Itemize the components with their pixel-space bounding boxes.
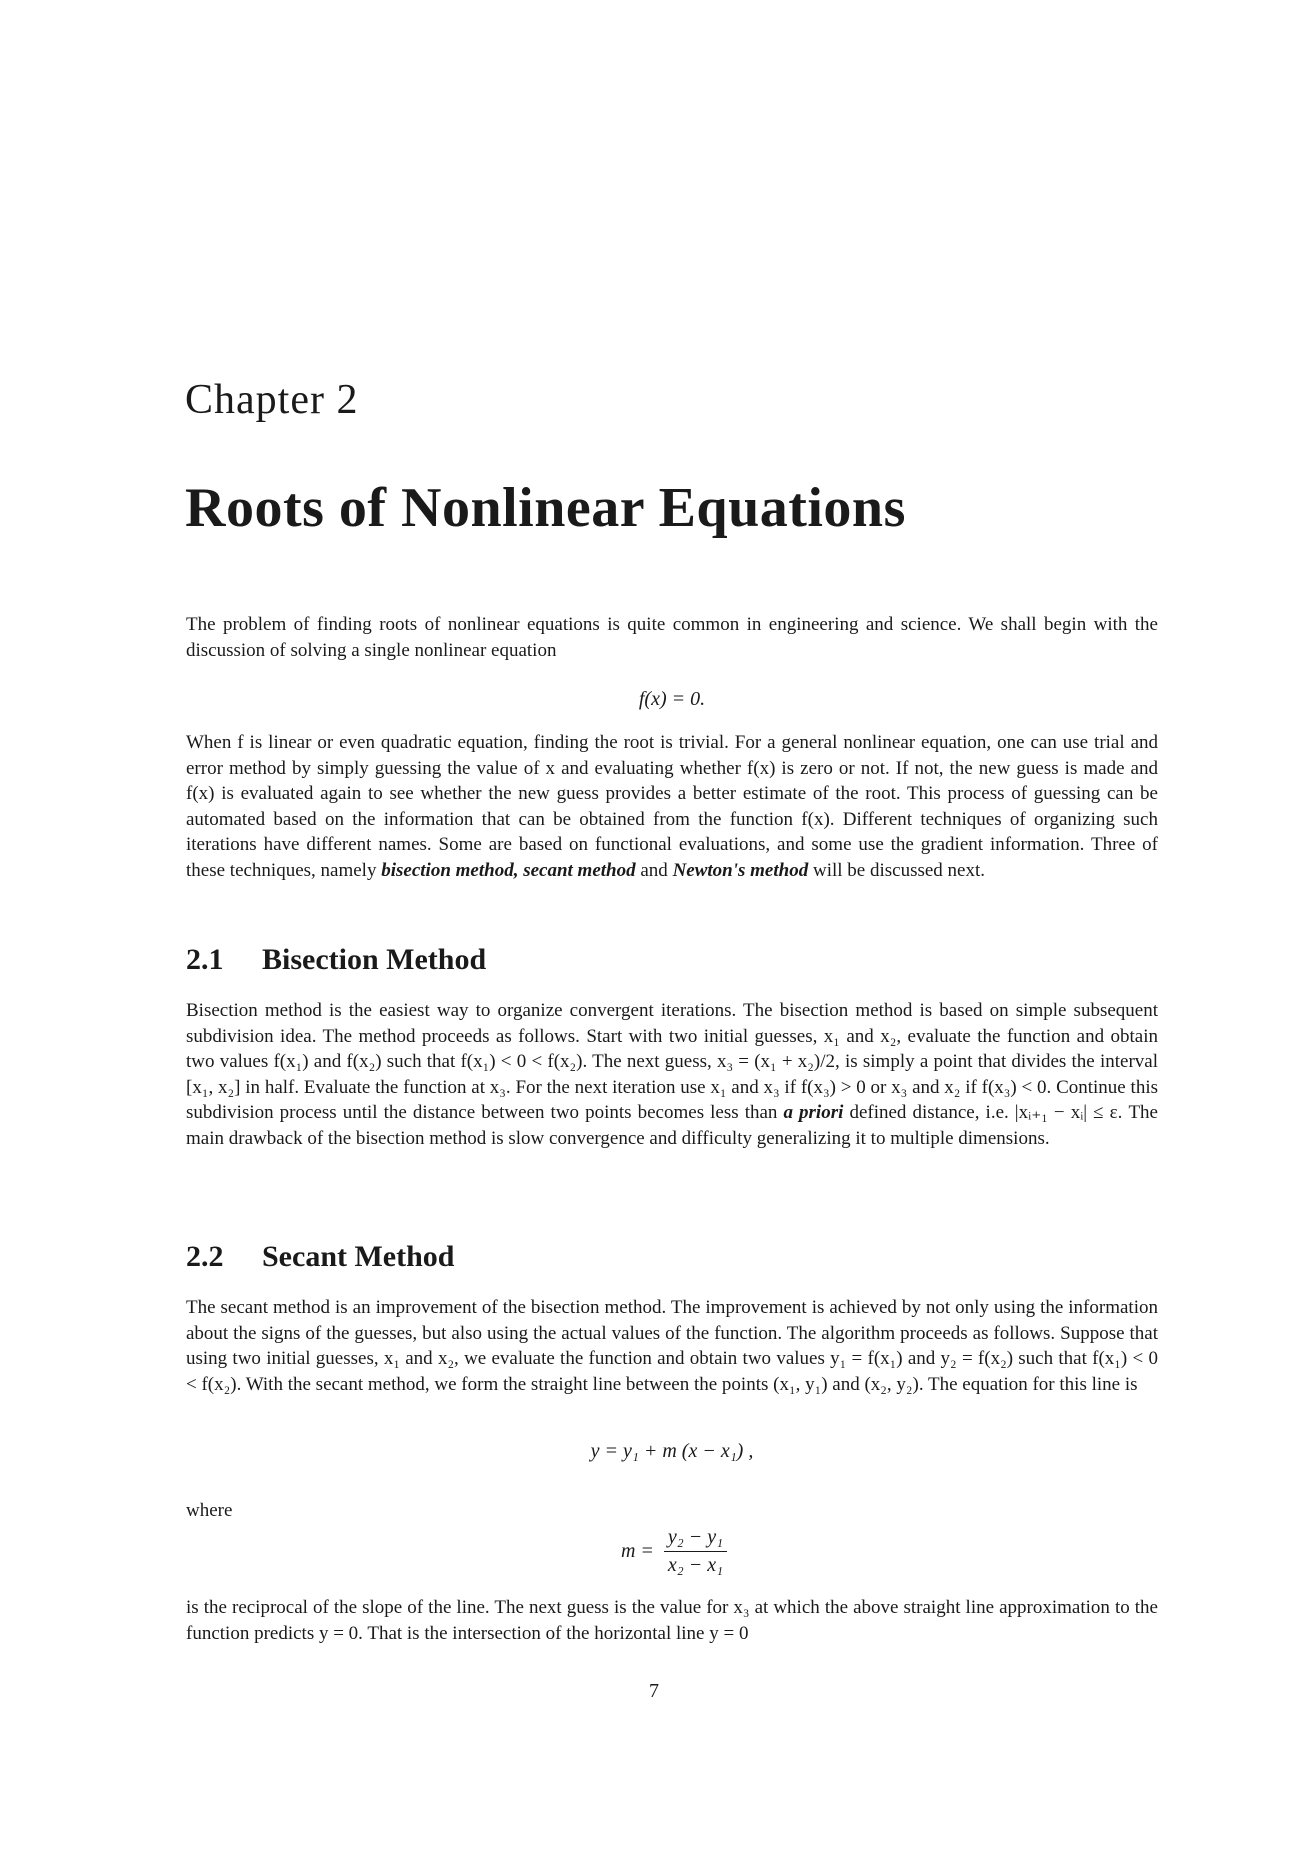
section-number: 2.1 (186, 943, 224, 976)
fraction-numerator: y₂ − y₁ (664, 1526, 727, 1552)
intro-paragraph-2 (186, 730, 1158, 884)
secant-paragraph-2: is the reciprocal of the slope of the line. The next guess is the value for x₃ at which the above straight line approximation to the function predicts y = 0. That is the intersection of the horizontal line y = 0 (186, 1597, 1158, 1644)
fraction (664, 1526, 727, 1577)
fraction-lhs: m = (620, 1540, 654, 1562)
bisection-paragraph-text: Bisection method is the easiest way to organize convergent iterations. The bisection method is based on simple subsequent subdivision idea. The method proceeds as follows. Start with two initial guesses, x₁ and x₂, evaluate the function and obtain two values f(x₁) and f(x₂) such that f(x₁) < 0 < f(x₂). The next guess, x₃ = (x₁ + x₂)/2, is simply a point that divides the interval [x₁, x₂] in half. Evaluate the function at x₃. For the next iteration use x₁ and x₃ if f(x₃) > 0 or x₃ and x₂ if f(x₃) < 0. Continue this subdivision process until the distance between two points becomes less than (186, 1000, 1158, 1124)
bisection-paragraph-end: defined distance, i.e. |xᵢ₊₁ − xᵢ| ≤ ε. The main drawback of the bisection method is slow convergence and difficulty generalizing it to multiple dimensions. (186, 1102, 1158, 1149)
method-name-bisection: bisection method, (381, 859, 519, 881)
emphasis-a-priori: a priori (783, 1102, 844, 1124)
section-number: 2.2 (186, 1240, 224, 1273)
intro-paragraph-2-end: will be discussed next. (808, 859, 985, 881)
chapter-label: Chapter 2 (185, 377, 359, 423)
method-name-secant: secant method (523, 859, 636, 881)
equation-f-x-zero: f(x) = 0. (638, 688, 706, 710)
intro-paragraph-2-text: When f is linear or even quadratic equation, finding the root is trivial. For a general nonlinear equation, one can use trial and error method by simply guessing the value of x and evaluating whether f(x) is zero or not. If not, the new guess is made and f(x) is evaluated again to see whether the new guess provides a better estimate of the root. This process of guessing can be automated based on the information that can be obtained from the function f(x). Different techniques of organizing such iterations have different names. Some are based on functional evaluations, and some use the gradient information. Three of these techniques, namely (186, 732, 1158, 881)
bisection-paragraph (186, 998, 1158, 1152)
chapter-title: Roots of Nonlinear Equations (185, 477, 906, 539)
fraction-denominator: x₂ − x₁ (667, 1554, 724, 1576)
equation-slope-m (0, 1526, 1308, 1577)
where-label: where (186, 1500, 233, 1521)
secant-paragraph-1: The secant method is an improvement of the bisection method. The improvement is achieved by not only using the information about the signs of the guesses, but also using the actual values of the function. The algorithm proceeds as follows. Suppose that using two initial guesses, x₁ and x₂, we evaluate the function and obtain two values y₁ = f(x₁) and y₂ = f(x₂) such that f(x₁) < 0 < f(x₂). With the secant method, we form the straight line between the points (x₁, y₁) and (x₂, y₂). The equation for this line is (186, 1297, 1158, 1395)
section-title: Secant Method (262, 1240, 455, 1273)
section-heading-secant (186, 1240, 454, 1274)
method-name-newton: Newton's method (672, 859, 809, 881)
equation-secant-line: y = y₁ + m (x − x₁) , (590, 1440, 754, 1462)
intro-paragraph-1: The problem of finding roots of nonlinear equations is quite common in engineering and science. We shall begin with the discussion of solving a single nonlinear equation (186, 614, 1158, 661)
page-number: 7 (649, 1680, 659, 1702)
separator: and (635, 859, 673, 881)
section-heading-bisection (186, 943, 486, 977)
section-title: Bisection Method (262, 943, 487, 976)
